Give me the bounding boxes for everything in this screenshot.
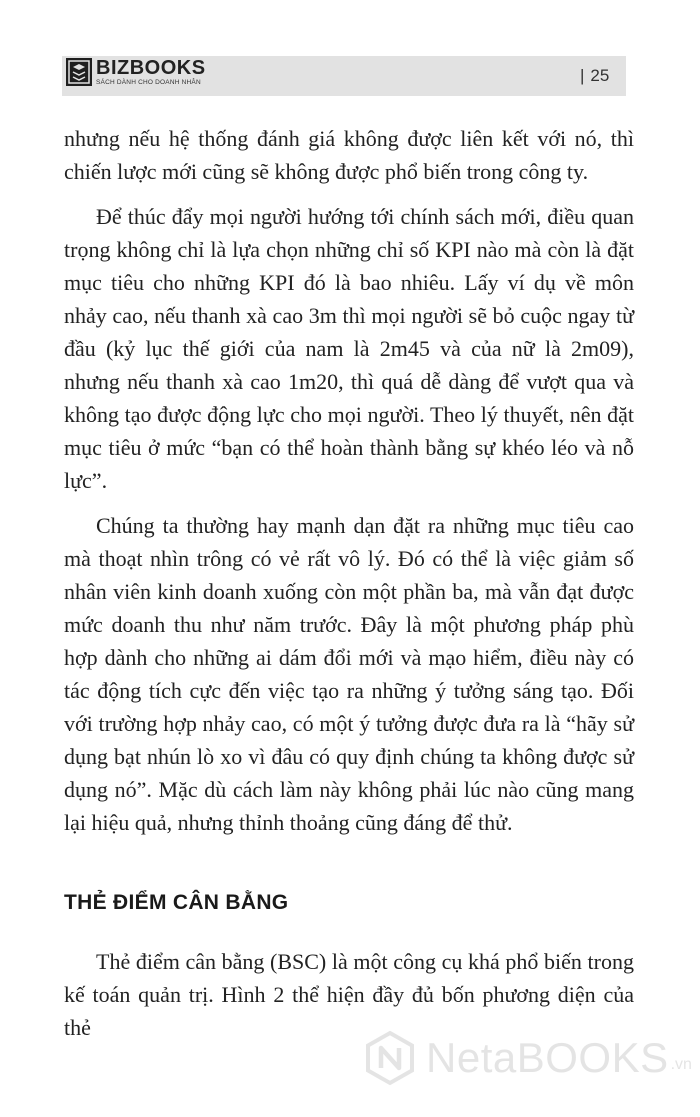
netabooks-logo-icon (362, 1030, 418, 1086)
paragraph-continuation: nhưng nếu hệ thống đánh giá không được liên kết với nó, thì chiến lược mới cũng sẽ không được phổ biến trong công ty. (64, 126, 634, 184)
watermark-suffix: .vn (670, 1056, 692, 1073)
bizbooks-logo-icon (66, 58, 92, 86)
paragraph-bsc-intro: Thẻ điểm cân bằng (BSC) là một công cụ khá phổ biến trong kế toán quản trị. Hình 2 thể hiện đầy đủ bốn phương diện của thẻ (64, 949, 634, 1040)
watermark (362, 1030, 692, 1086)
watermark-text: NetaBOOKS (426, 1034, 669, 1081)
page-number-value: 25 (590, 66, 610, 85)
page-body (64, 122, 634, 1056)
page-number (580, 66, 609, 86)
page-number-separator: | (580, 66, 585, 85)
paragraph-ambitious-goals: Chúng ta thường hay mạnh dạn đặt ra những mục tiêu cao mà thoạt nhìn trông có vẻ rất vô lý. Đó có thể là việc giảm số nhân viên kinh doanh xuống còn một phần ba, mà vẫn đạt được mức doanh thu như năm trước. Đây là một phương pháp phù hợp dành cho những ai dám đổi mới và mạo hiểm, điều này có tác động tích cực đến việc tạo ra những ý tưởng sáng tạo. Đối với trường hợp nhảy cao, có một ý tưởng được đưa ra là “hãy sử dụng bạt nhún lò xo vì đâu có quy định chúng ta không được sử dụng nó”. Mặc dù cách làm này không phải lúc nào cũng mang lại hiệu quả, nhưng thỉnh thoảng cũng đáng để thử. (64, 513, 634, 835)
brand-name: BIZBOOKS (96, 57, 206, 79)
publisher-logo (66, 58, 206, 87)
paragraph-kpi-targets: Để thúc đẩy mọi người hướng tới chính sách mới, điều quan trọng không chỉ là lựa chọn những chỉ số KPI nào mà còn là đặt mục tiêu cho những KPI đó là bao nhiêu. Lấy ví dụ về môn nhảy cao, nếu thanh xà cao 3m thì mọi người sẽ bỏ cuộc ngay từ đầu (kỷ lục thế giới của nam là 2m45 và của nữ là 2m09), nhưng nếu thanh xà cao 1m20, thì quá dễ dàng để vượt qua và không tạo được động lực cho mọi người. Theo lý thuyết, nên đặt mục tiêu ở mức “bạn có thể hoàn thành bằng sự khéo léo và nỗ lực”. (64, 204, 634, 493)
brand-tagline: SÁCH DÀNH CHO DOANH NHÂN (96, 79, 201, 86)
section-heading: THẺ ĐIỂM CÂN BẰNG (64, 891, 289, 914)
